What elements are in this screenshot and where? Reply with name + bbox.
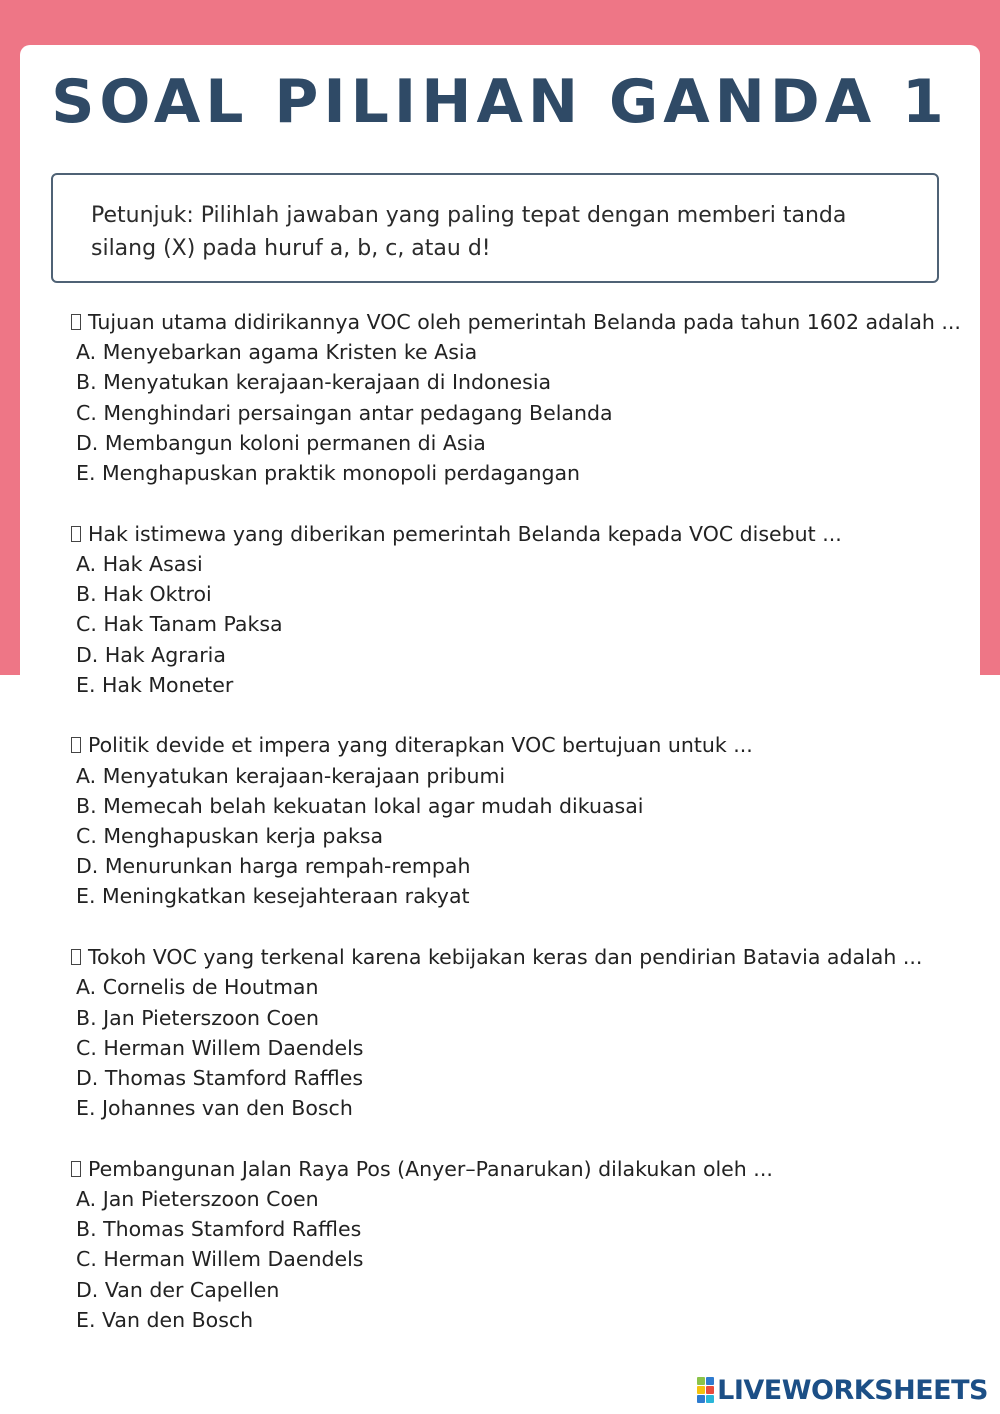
logo-square <box>706 1395 714 1403</box>
answer-option[interactable]: B. Memecah belah kekuatan lokal agar mudah dikuasai <box>76 793 644 818</box>
question-text <box>71 730 971 760</box>
worksheet-title: SOAL PILIHAN GANDA 1 <box>51 67 949 137</box>
answer-option[interactable]: B. Menyatukan kerajaan-kerajaan di Indonesia <box>76 370 552 395</box>
instruction-box: Petunjuk: Pilihlah jawaban yang paling tepat dengan memberi tanda silang (X) pada huruf a, b, c, atau d! <box>51 173 939 283</box>
question-block <box>71 519 971 700</box>
question-block <box>71 730 971 911</box>
answer-option[interactable]: B. Jan Pieterszoon Coen <box>76 1005 320 1030</box>
question-stem: Tujuan utama didirikannya VOC oleh pemerintah Belanda pada tahun 1602 adalah ... <box>88 310 961 334</box>
logo-square <box>697 1395 705 1403</box>
answer-option[interactable]: D. Thomas Stamford Raffles <box>76 1065 364 1090</box>
answer-option[interactable]: E. Meningkatkan kesejahteraan rakyat <box>76 884 470 909</box>
liveworksheets-logo-icon <box>697 1377 714 1403</box>
question-stem: Hak istimewa yang diberikan pemerintah Belanda kepada VOC disebut ... <box>88 521 842 546</box>
question-text <box>71 1154 971 1184</box>
logo-square <box>697 1377 705 1385</box>
answer-option[interactable]: E. Hak Moneter <box>76 672 234 697</box>
missing-glyph-icon <box>71 949 81 965</box>
answer-option[interactable]: E. Menghapuskan praktik monopoli perdagangan <box>76 461 581 486</box>
question-block <box>71 1154 971 1335</box>
answer-option[interactable]: C. Menghapuskan kerja paksa <box>76 824 384 849</box>
answer-option[interactable]: A. Jan Pieterszoon Coen <box>76 1187 319 1212</box>
answer-option[interactable]: C. Herman Willem Daendels <box>76 1035 364 1060</box>
question-text <box>71 307 971 337</box>
question-stem: Politik devide et impera yang diterapkan VOC bertujuan untuk ... <box>88 733 753 758</box>
answer-option[interactable]: E. Van den Bosch <box>76 1307 254 1332</box>
missing-glyph-icon <box>71 526 81 542</box>
answer-option[interactable]: D. Membangun koloni permanen di Asia <box>76 430 486 455</box>
liveworksheets-brand[interactable] <box>697 1375 988 1405</box>
answer-option[interactable]: A. Menyatukan kerajaan-kerajaan pribumi <box>76 763 506 788</box>
missing-glyph-icon <box>71 1161 81 1177</box>
question-stem: Pembangunan Jalan Raya Pos (Anyer–Panarukan) dilakukan oleh ... <box>88 1156 773 1181</box>
answer-option[interactable]: A. Hak Asasi <box>76 551 203 576</box>
answer-option[interactable]: A. Menyebarkan agama Kristen ke Asia <box>76 340 478 365</box>
answer-option[interactable]: E. Johannes van den Bosch <box>76 1096 353 1121</box>
missing-glyph-icon <box>71 314 81 330</box>
question-text <box>71 942 971 972</box>
question-block <box>71 942 971 1123</box>
missing-glyph-icon <box>71 737 81 753</box>
answer-option[interactable]: B. Hak Oktroi <box>76 582 212 607</box>
answer-option[interactable]: D. Van der Capellen <box>76 1277 280 1302</box>
answer-option[interactable]: C. Menghindari persaingan antar pedagang Belanda <box>76 400 613 425</box>
question-stem: Tokoh VOC yang terkenal karena kebijakan keras dan pendirian Batavia adalah ... <box>88 945 923 970</box>
question-block <box>71 307 971 488</box>
logo-square <box>697 1386 705 1394</box>
logo-square <box>706 1377 714 1385</box>
question-text <box>71 519 971 549</box>
logo-square <box>706 1386 714 1394</box>
answer-option[interactable]: B. Thomas Stamford Raffles <box>76 1217 362 1242</box>
answer-option[interactable]: A. Cornelis de Houtman <box>76 975 319 1000</box>
brand-name: LIVEWORKSHEETS <box>717 1374 988 1406</box>
question-list <box>71 307 971 1366</box>
answer-option[interactable]: D. Hak Agraria <box>76 642 226 667</box>
answer-option[interactable]: D. Menurunkan harga rempah-rempah <box>76 854 471 879</box>
answer-option[interactable]: C. Hak Tanam Paksa <box>76 612 283 637</box>
answer-option[interactable]: C. Herman Willem Daendels <box>76 1247 364 1272</box>
